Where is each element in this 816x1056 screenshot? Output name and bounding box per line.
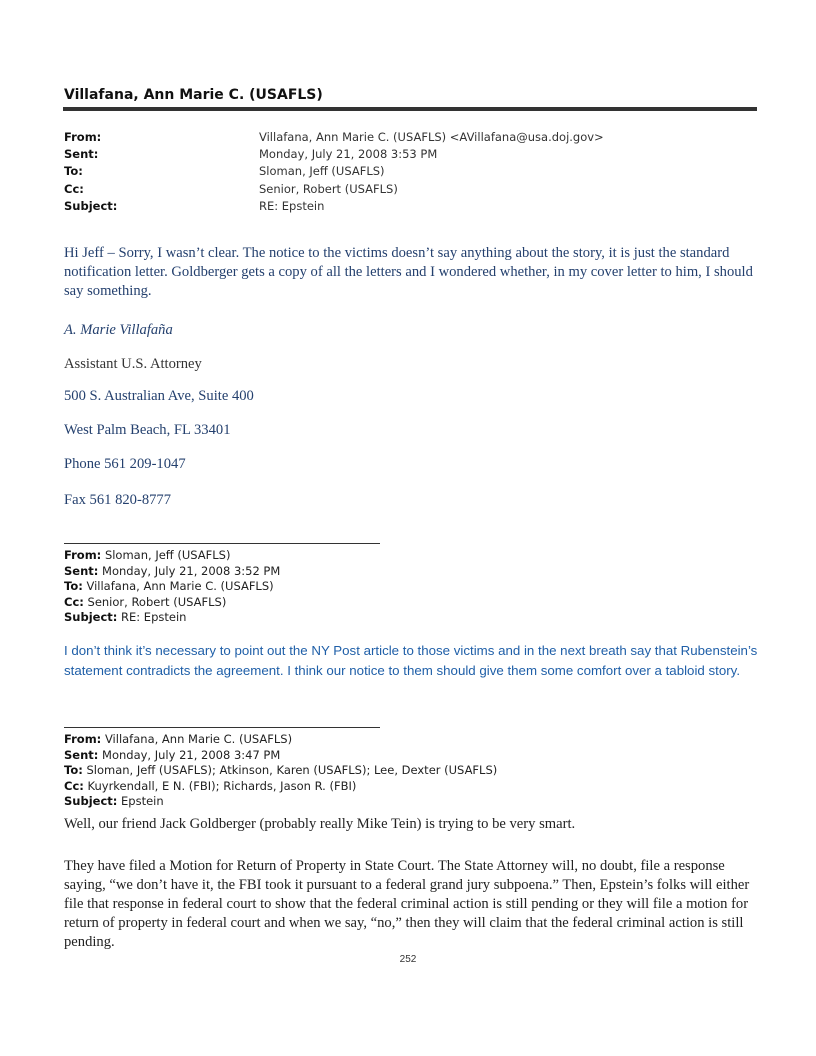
- signature-address: 500 S. Australian Ave, Suite 400: [64, 388, 254, 404]
- header-from-row: [64, 129, 754, 146]
- header-cc-row: [64, 181, 754, 198]
- email-header: [64, 129, 754, 215]
- quoted-2-subject: Subject: Epstein: [64, 794, 164, 808]
- from-label: From:: [64, 130, 102, 144]
- to-value: Sloman, Jeff (USAFLS): [259, 164, 385, 179]
- quoted-1-sent: Sent: Monday, July 21, 2008 3:52 PM: [64, 563, 281, 578]
- subject-label: Subject:: [64, 198, 118, 213]
- quote-separator: [64, 543, 380, 544]
- header-to-row: [64, 163, 754, 180]
- signature-name: A. Marie Villafaña: [64, 322, 173, 338]
- quoted-1-body: I don’t think it’s necessary to point out the NY Post article to those victims and in the next breath say that Rubenstein’s statement contradicts the agreement. I think our notice to them should give them some comfort over a tabloid story.: [64, 643, 758, 678]
- quoted-2-paragraph-2: They have filed a Motion for Return of Property in State Court. The State Attorney will, no doubt, file a response saying, “we don’t have it, the FBI took it pursuant to a federal grand jury subpoena.” Then, Epstein’s folks will either file that response in federal court to show that the federal criminal action is still pending or they will file a motion for return of property in federal court and when we say, “no,” then they will claim that the federal criminal action is still pending.: [64, 858, 750, 950]
- reply-body: Hi Jeff – Sorry, I wasn’t clear. The notice to the victims doesn’t say anything about the story, it is just the standard notification letter. Goldberger gets a copy of all the letters and I wondered whether, in my cover letter to him, I should say something.: [64, 245, 753, 299]
- header-sent-row: [64, 146, 754, 163]
- quoted-1-subject: Subject: RE: Epstein: [64, 610, 187, 624]
- from-value: Villafana, Ann Marie C. (USAFLS) <AVillafana@usa.doj.gov>: [259, 130, 604, 144]
- quoted-2-cc: Cc: Kuyrkendall, E N. (FBI); Richards, Jason R. (FBI): [64, 778, 357, 793]
- quote-separator: [64, 727, 380, 728]
- signature-phone: Phone 561 209-1047: [64, 456, 186, 472]
- subject-value: RE: Epstein: [259, 198, 325, 213]
- quoted-header-2: [64, 732, 754, 810]
- quoted-2-paragraph-1: Well, our friend Jack Goldberger (probably really Mike Tein) is trying to be very smart.: [64, 816, 576, 832]
- header-subject-row: [64, 198, 754, 215]
- quoted-1-from: From: Sloman, Jeff (USAFLS): [64, 548, 231, 562]
- quoted-2-from: From: Villafana, Ann Marie C. (USAFLS): [64, 732, 293, 746]
- cc-value: Senior, Robert (USAFLS): [259, 181, 398, 196]
- quoted-header-1: [64, 548, 754, 626]
- page-number: 252: [399, 954, 417, 965]
- quoted-2-to: To: Sloman, Jeff (USAFLS); Atkinson, Karen (USAFLS); Lee, Dexter (USAFLS): [64, 763, 498, 777]
- cc-label: Cc:: [64, 181, 84, 196]
- quoted-1-cc: Cc: Senior, Robert (USAFLS): [64, 594, 227, 609]
- mailbox-owner: Villafana, Ann Marie C. (USAFLS): [64, 87, 323, 103]
- sent-label: Sent:: [64, 147, 99, 162]
- header-rule: [63, 107, 757, 111]
- to-label: To:: [64, 164, 83, 179]
- signature-city: West Palm Beach, FL 33401: [64, 422, 231, 438]
- signature-fax: Fax 561 820-8777: [64, 492, 172, 508]
- sent-value: Monday, July 21, 2008 3:53 PM: [259, 147, 438, 162]
- quoted-1-to: To: Villafana, Ann Marie C. (USAFLS): [64, 579, 274, 593]
- quoted-2-sent: Sent: Monday, July 21, 2008 3:47 PM: [64, 747, 281, 762]
- signature-title: Assistant U.S. Attorney: [64, 356, 202, 372]
